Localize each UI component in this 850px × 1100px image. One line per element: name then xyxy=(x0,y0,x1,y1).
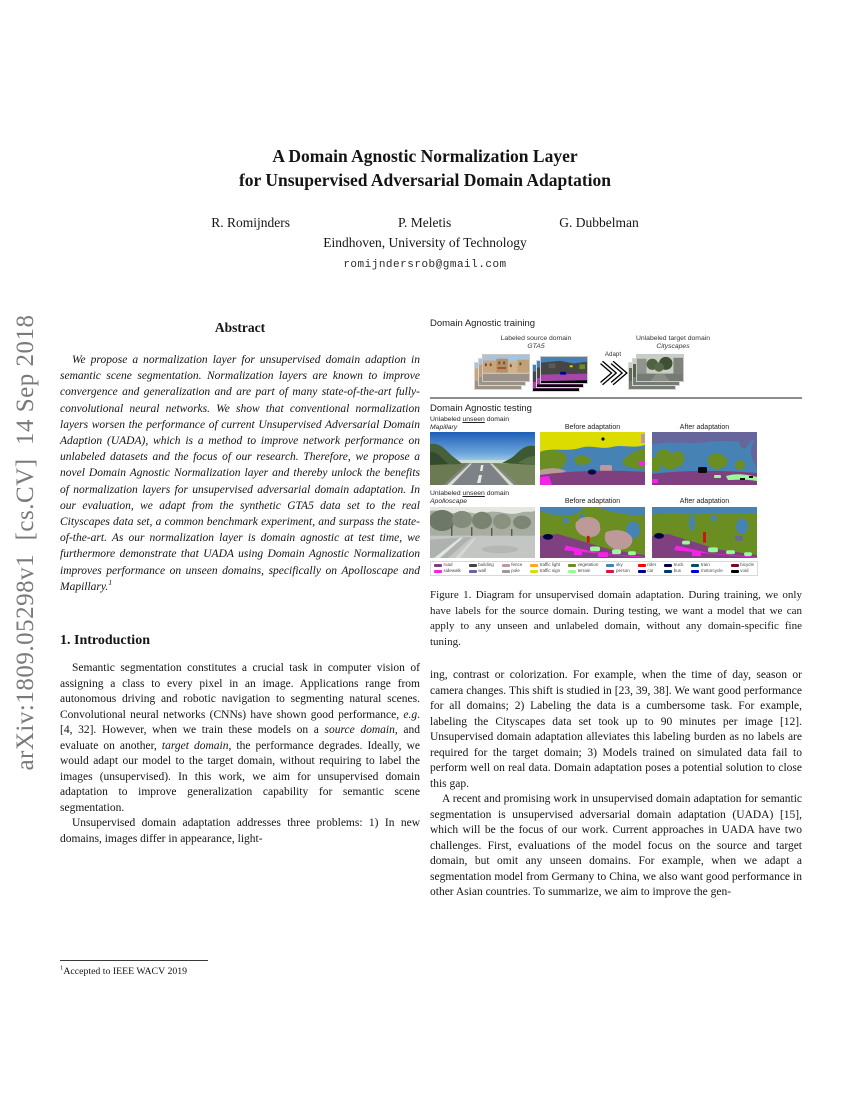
legend-swatch xyxy=(530,564,538,566)
legend-item xyxy=(638,569,657,574)
legend-item xyxy=(530,569,560,574)
section-heading-introduction: 1. Introduction xyxy=(60,633,150,649)
legend-item xyxy=(731,569,754,574)
paper-title-line-1: A Domain Agnostic Normalization Layer xyxy=(272,146,578,166)
legend-swatch xyxy=(469,564,477,566)
figure-caption: Figure 1. Diagram for unsupervised domain adaptation. During training, we only have labels for the source domain. During testing, we want a model that we can apply to any unseen and unlabeled domain, without any domain-specific fine tuning. xyxy=(430,589,802,648)
legend-label: rider xyxy=(647,562,657,568)
legend-item xyxy=(502,563,523,568)
legend-label: traffic sign xyxy=(539,568,561,574)
abstract-footnote-mark: 1 xyxy=(108,578,113,588)
legend-swatch xyxy=(606,570,614,572)
legend-swatch xyxy=(568,570,576,572)
legend-swatch xyxy=(664,564,672,566)
row2-domain-label: Unlabeled unseen domain Apolloscape xyxy=(430,490,509,506)
legend-column xyxy=(606,563,629,574)
legend-item xyxy=(691,563,722,568)
legend-item xyxy=(664,563,683,568)
legend-item xyxy=(469,563,494,568)
figure-legend xyxy=(430,561,758,576)
author-name: P. Meletis xyxy=(398,215,452,230)
legend-label: road xyxy=(443,562,453,568)
gta5-segmentation-stack xyxy=(532,356,590,396)
legend-label: fence xyxy=(511,562,523,568)
mapillary-before-segmap xyxy=(540,432,645,485)
legend-label: motorcycle xyxy=(700,568,723,574)
adapt-label: Adapt xyxy=(604,351,622,358)
right-paragraph-1: ing, contrast or colorization. For example, when the time of day, season or camera changes. This shift is studied in [23, 39, 38]. We want good performance for all domains; 2) Labeling the data is a cumbersome task. For example, labeling the Cityscapes data set took up to 90 minutes per image [12]. Unsupervised domain adaptation alleviates this labeling burden as no labels are required for the target domain; 3) Models trained on simulated data fail to perform well on real data. Domain adaptation poses a potential solution to close this gap. xyxy=(430,669,802,790)
legend-item xyxy=(664,569,683,574)
row2-before-label: Before adaptation xyxy=(564,498,621,505)
training-section-label: Domain Agnostic training xyxy=(430,318,536,329)
legend-swatch xyxy=(568,564,576,566)
legend-swatch xyxy=(638,570,646,572)
email-address: romijndersrob@gmail.com xyxy=(343,259,507,271)
legend-label: pole xyxy=(511,568,520,574)
paper-header xyxy=(55,144,795,271)
apolloscape-before-segmap xyxy=(540,507,645,558)
figure-1 xyxy=(430,318,802,576)
intro-paragraph-1: Semantic segmentation constitutes a crucial task in computer vision of assigning a class to every pixel in an image. Applications range from autonomous driving and robotic navigation to segmenting natural scenes. Convolutional neural networks (CNNs) have shown good performance, e.g. [4, 32]. However, when we train these models on a source domain, and evaluate on another, target domain, the performance degrades. Ideally, we would adapt our model to the target domain, without requiring to label the images (unsupervised). In this work, we aim for unsupervised domain adaptation to improve generalization capability for semantic scene segmentation. xyxy=(60,662,420,814)
legend-swatch xyxy=(606,564,614,566)
legend-swatch xyxy=(530,570,538,572)
legend-item xyxy=(731,563,754,568)
legend-column xyxy=(502,563,523,574)
legend-item xyxy=(638,563,657,568)
cityscapes-photo-stack xyxy=(628,354,686,394)
legend-swatch xyxy=(502,570,510,572)
legend-swatch xyxy=(434,570,442,572)
paper-title-line-2: for Unsupervised Adversarial Domain Adaptation xyxy=(238,170,612,190)
right-paragraph-2: A recent and promising work in unsupervised domain adaptation for semantic segmentation is unsupervised adversarial domain adaptation (UADA) [15], which will be the focus of our work. Current approaches in UADA have two challenges. First, evaluations of the model focus on the source and target domain, but omit any unseen domains. For example, when we adapt a segmentation model from Germany to China, we also want good performance in other Asian countries. To summarize, we aim to improve the gen- xyxy=(430,793,802,899)
legend-item xyxy=(469,569,494,574)
apolloscape-after-segmap xyxy=(652,507,757,558)
row1-after-label: After adaptation xyxy=(679,424,730,431)
legend-swatch xyxy=(502,564,510,566)
legend-item xyxy=(434,563,461,568)
legend-column xyxy=(691,563,722,574)
legend-column xyxy=(530,563,560,574)
legend-label: sidewalk xyxy=(443,568,461,574)
target-domain-caption: Unlabeled target domain Cityscapes xyxy=(635,335,711,351)
legend-label: building xyxy=(478,562,494,568)
legend-item xyxy=(606,569,629,574)
legend-label: truck xyxy=(673,562,684,568)
apolloscape-photo xyxy=(430,507,535,558)
row1-domain-name: Mapillary xyxy=(430,424,458,432)
legend-item xyxy=(502,569,523,574)
footnote-rule xyxy=(60,960,208,961)
legend-label: train xyxy=(700,562,710,568)
author-row xyxy=(55,215,795,231)
legend-column xyxy=(469,563,494,574)
row1-before-label: Before adaptation xyxy=(564,424,621,431)
legend-label: wall xyxy=(478,568,487,574)
author-name: G. Dubbelman xyxy=(559,215,639,230)
legend-item xyxy=(691,569,722,574)
arxiv-banner: arXiv:1809.05298v1 [cs.CV] 14 Sep 2018 xyxy=(12,314,39,771)
abstract-text: We propose a normalization layer for unsupervised domain adaption in semantic scene segmentation. Normalization layers are known to improve convergence and generalization and are part of many state-of-the-art fully-convolutional neural networks. We show that conventional normalization layers worsen the performance of current Unsupervised Adversarial Domain Adaption (UADA), which is a method to improve network performance on unlabeled datasets and the focus of our research. Therefore, we propose a novel Domain Agnostic Normalization layer and thereby unlock the benefits of normalization layers for unsupervised adversarial domain adaptation. In our evaluation, we adapt from the synthetic GTA5 data set to the real Cityscapes data set, a common benchmark experiment, and surpass the state-of-the-art. As our normalization layer is domain agnostic at test time, we furthermore demonstrate that UADA using Domain Agnostic Normalization improves performance on unseen domains, specifically on Apolloscape and Mapillary.$^1$ xyxy=(60,354,420,593)
footnote-text: Accepted to IEEE WACV 2019 xyxy=(63,966,188,977)
legend-swatch xyxy=(731,564,739,566)
legend-swatch xyxy=(664,570,672,572)
legend-item xyxy=(568,569,598,574)
adapt-arrow xyxy=(595,351,631,392)
affiliation: Eindhoven, University of Technology xyxy=(323,235,527,250)
gta5-segmentation-map xyxy=(540,356,588,384)
legend-item xyxy=(530,563,560,568)
row1-domain-label: Unlabeled unseen domain Mapillary xyxy=(430,416,509,432)
legend-label: traffic light xyxy=(539,562,561,568)
legend-column xyxy=(731,563,754,574)
legend-swatch xyxy=(469,570,477,572)
legend-column xyxy=(434,563,461,574)
source-domain-caption: Labeled source domain GTA5 xyxy=(500,335,572,351)
footnote-mark: 1 xyxy=(60,964,64,972)
legend-swatch xyxy=(638,564,646,566)
legend-item xyxy=(606,563,629,568)
row2-after-label: After adaptation xyxy=(679,498,730,505)
legend-label: vegetation xyxy=(577,562,599,568)
legend-column xyxy=(568,563,598,574)
mapillary-after-segmap xyxy=(652,432,757,485)
legend-label: sky xyxy=(615,562,623,568)
author-name: R. Romijnders xyxy=(211,215,290,230)
legend-swatch xyxy=(691,570,699,572)
legend-label: bus xyxy=(673,568,681,574)
legend-label: void xyxy=(740,568,749,574)
gta5-photo-stack xyxy=(474,354,532,394)
footnote xyxy=(60,960,420,977)
gta5-photo xyxy=(482,354,530,382)
row2-domain-name: Apolloscape xyxy=(430,498,468,506)
figure-divider xyxy=(430,397,802,399)
abstract-heading: Abstract xyxy=(214,320,266,335)
legend-column xyxy=(638,563,657,574)
cityscapes-photo xyxy=(636,354,684,382)
legend-label: terrain xyxy=(577,568,591,574)
adapt-chevron-icon xyxy=(598,359,628,387)
left-column xyxy=(60,318,420,847)
legend-swatch xyxy=(691,564,699,566)
legend-item xyxy=(434,569,461,574)
right-column xyxy=(430,318,802,901)
legend-label: car xyxy=(647,568,654,574)
legend-swatch xyxy=(434,564,442,566)
legend-column xyxy=(664,563,683,574)
legend-label: bicycle xyxy=(740,562,754,568)
legend-label: person xyxy=(615,568,630,574)
intro-paragraph-2: Unsupervised domain adaptation addresses three problems: 1) In new domains, images differ in appearance, light- xyxy=(60,817,420,845)
legend-item xyxy=(568,563,598,568)
legend-swatch xyxy=(731,570,739,572)
mapillary-photo xyxy=(430,432,535,485)
testing-section-label: Domain Agnostic testing xyxy=(430,403,532,414)
